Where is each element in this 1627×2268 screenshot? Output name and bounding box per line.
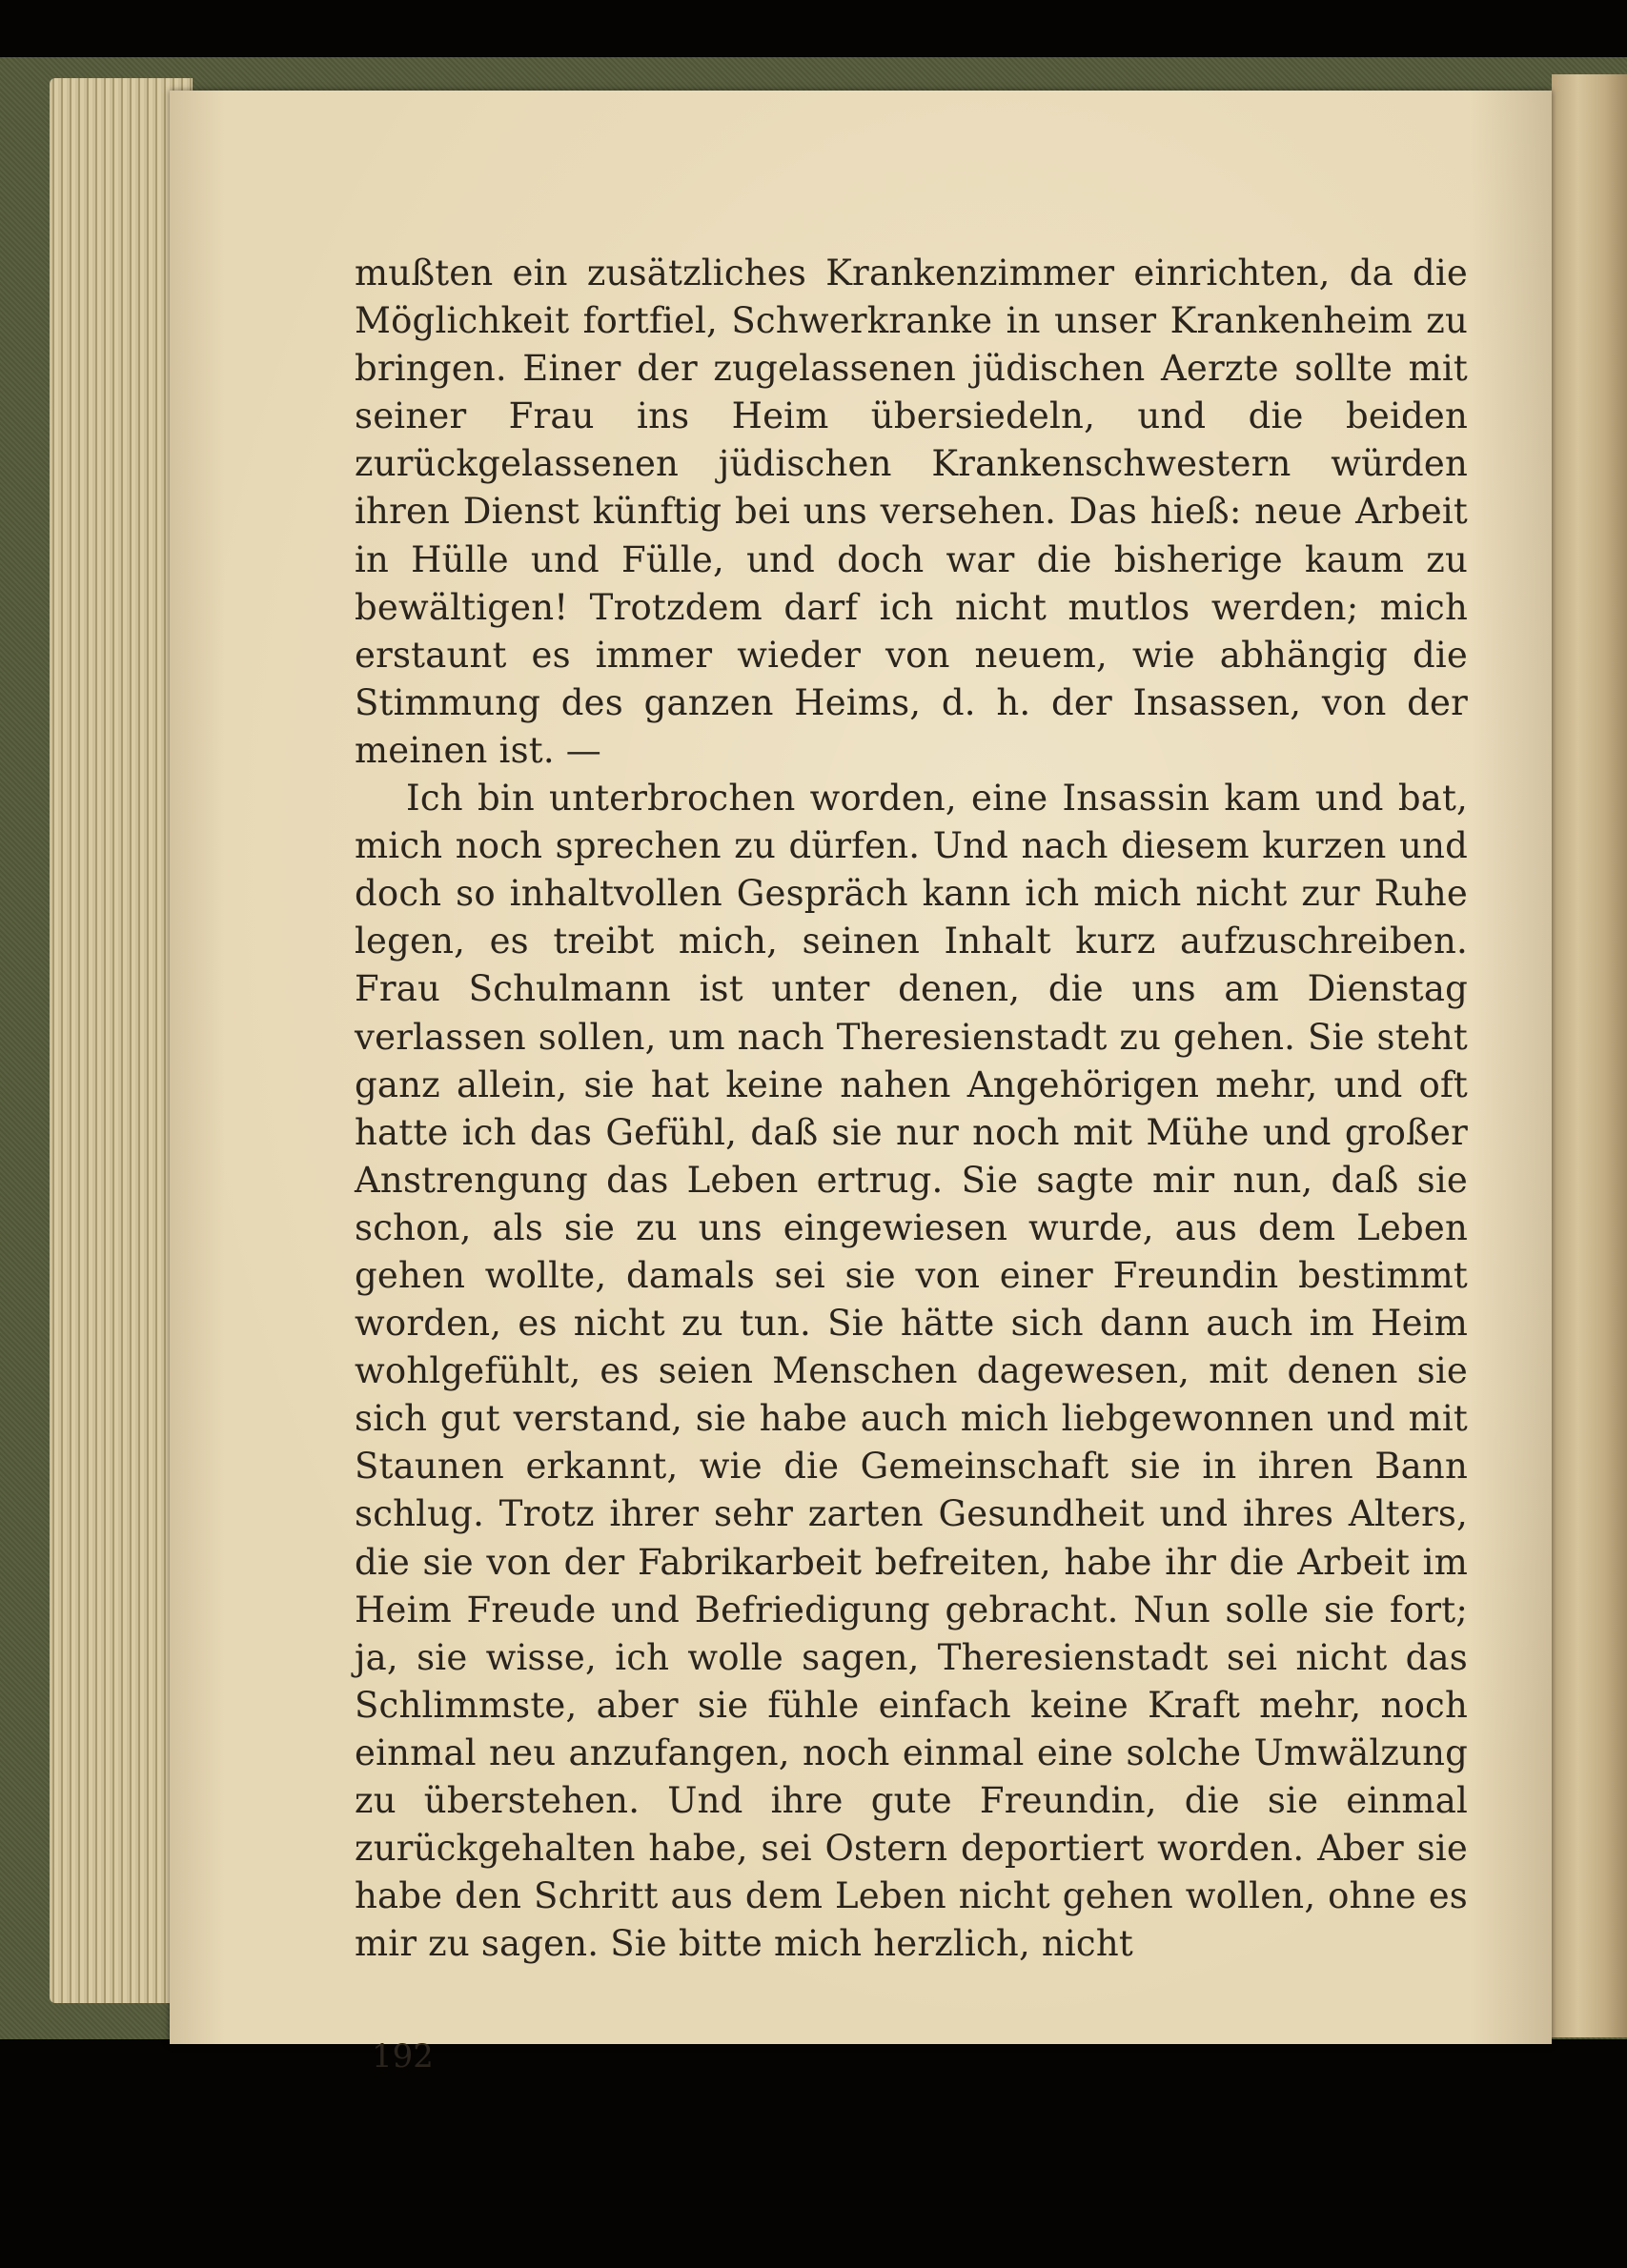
page-text	[355, 250, 1468, 1968]
paragraph-2: Ich bin unterbrochen worden, eine Insassin kam und bat, mich noch sprechen zu dürfen. Und nach diesem kurzen und doch so inhaltvollen Gespräch kann ich mich nicht zur Ruhe legen, es treibt mich, seinen Inhalt kurz aufzuschreiben. Frau Schulmann ist unter denen, die uns am Dienstag verlassen sollen, um nach Theresienstadt zu gehen. Sie steht ganz allein, sie hat keine nahen Angehörigen mehr, und oft hatte ich das Gefühl, daß sie nur noch mit Mühe und großer Anstrengung das Leben ertrug. Sie sagte mir nun, daß sie schon, als sie zu uns eingewiesen wurde, aus dem Leben gehen wollte, damals sei sie von einer Freundin bestimmt worden, es nicht zu tun. Sie hätte sich dann auch im Heim wohlgefühlt, es seien Menschen dagewesen, mit denen sie sich gut verstand, sie habe auch mich liebgewonnen und mit Staunen erkannt, wie die Gemeinschaft sie in ihren Bann schlug. Trotz ihrer sehr zarten Gesundheit und ihres Alters, die sie von der Fabrikarbeit befreiten, habe ihr die Arbeit im Heim Freude und Befriedigung gebracht. Nun solle sie fort; ja, sie wisse, ich wolle sagen, Theresienstadt sei nicht das Schlimmste, aber sie fühle einfach keine Kraft mehr, noch einmal neu anzufangen, noch einmal eine solche Umwälzung zu überstehen. Und ihre gute Freundin, die sie einmal zurückgehalten habe, sei Ostern deportiert worden. Aber sie habe den Schritt aus dem Leben nicht gehen wollen, ohne es mir zu sagen. Sie bitte mich herzlich, nicht	[355, 778, 1468, 1965]
paragraph-1: mußten ein zusätzliches Krankenzimmer einrichten, da die Möglichkeit fortfiel, Schwerkranke in unser Krankenheim zu bringen. Einer der zugelassenen jüdischen Aerzte sollte mit seiner Frau ins Heim übersiedeln, und die beiden zurückgelassenen jüdischen Krankenschwestern würden ihren Dienst künftig bei uns versehen. Das hieß: neue Arbeit in Hülle und Fülle, und doch war die bisherige kaum zu bewältigen! Trotzdem darf ich nicht mutlos werden; mich erstaunt es immer wieder von neuem, wie abhängig die Stimmung des ganzen Heims, d. h. der Insassen, von der meinen ist. —	[355, 253, 1468, 771]
book-gutter	[1552, 74, 1627, 2037]
page-number: 192	[372, 2037, 434, 2076]
